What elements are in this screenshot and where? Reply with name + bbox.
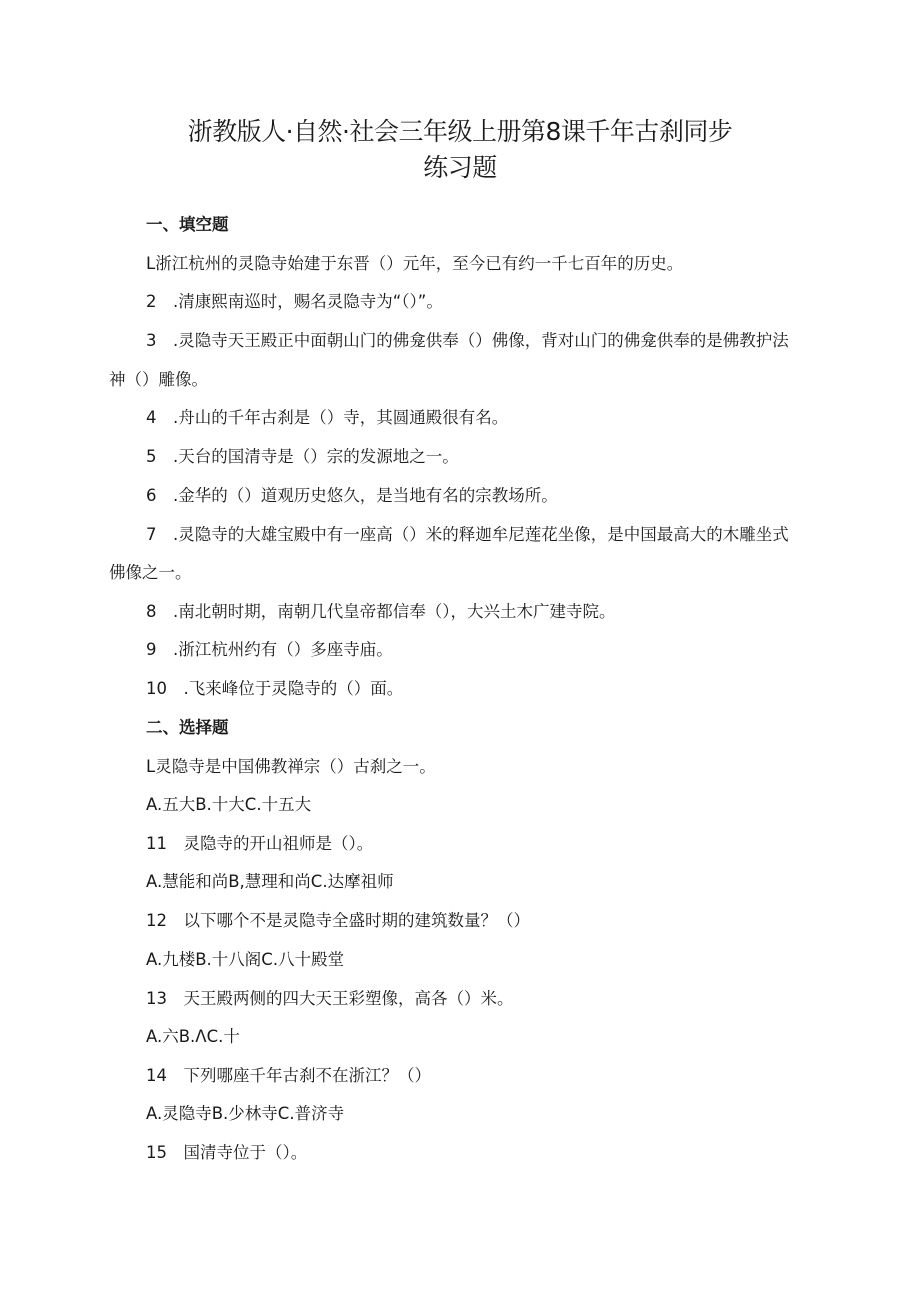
question-line: 14 下列哪座千年古刹不在浙江？（） — [146, 1066, 431, 1085]
question-line: 7 .灵隐寺的大雄宝殿中有一座高（）米的释迦牟尼莲花坐像，是中国最高大的木雕坐式 — [146, 525, 789, 544]
answer-options: A.慧能和尚B,慧理和尚C.达摩祖师 — [146, 872, 394, 891]
question-line-continued: 佛像之一。 — [109, 563, 192, 582]
question-line: 4 .舟山的千年古刹是（）寺，其圆通殿很有名。 — [146, 408, 509, 427]
question-line-continued: 神（）雕像。 — [109, 370, 208, 389]
question-line: 11 灵隐寺的开山祖师是（）。 — [146, 834, 374, 853]
section-heading-multiple-choice: 二、选择题 — [146, 718, 229, 737]
question-line: 2 .清康熙南巡时，赐名灵隐寺为“（）”。 — [146, 292, 443, 311]
page-title-line2: 练习题 — [423, 153, 497, 182]
question-line: 9 .浙江杭州约有（）多座寺庙。 — [146, 640, 393, 659]
question-line: 5 .天台的国清寺是（）宗的发源地之一。 — [146, 447, 459, 466]
question-line: 3 .灵隐寺天王殿正中面朝山门的佛龛供奉（）佛像，背对山门的佛龛供奉的是佛教护法 — [146, 331, 789, 350]
answer-options: A.五大B.十大C.十五大 — [146, 795, 312, 814]
question-line: L灵隐寺是中国佛教禅宗（）古刹之一。 — [146, 757, 436, 776]
question-line: 12 以下哪个不是灵隐寺全盛时期的建筑数量？（） — [146, 911, 530, 930]
page-title: 浙教版人·自然·社会三年级上册第8课千年古刹同步 — [187, 117, 733, 146]
question-line: 8 .南北朝时期，南朝几代皇帝都信奉（），大兴土木广建寺院。 — [146, 602, 616, 621]
question-line: L浙江杭州的灵隐寺始建于东晋（）元年，至今已有约一千七百年的历史。 — [146, 254, 684, 273]
question-line: 6 .金华的（）道观历史悠久，是当地有名的宗教场所。 — [146, 486, 558, 505]
question-line: 10 .飞来峰位于灵隐寺的（）面。 — [146, 679, 404, 698]
section-heading-fill-blank: 一、填空题 — [146, 215, 229, 234]
answer-options: A.六B.ΛC.十 — [146, 1027, 240, 1046]
answer-options: A.灵隐寺B.少林寺C.普济寺 — [146, 1104, 345, 1123]
question-line: 13 天王殿两侧的四大天王彩塑像，高各（）米。 — [146, 989, 514, 1008]
answer-options: A.九楼B.十八阁C.八十殿堂 — [146, 950, 345, 969]
question-line: 15 国清寺位于（）。 — [146, 1143, 308, 1162]
